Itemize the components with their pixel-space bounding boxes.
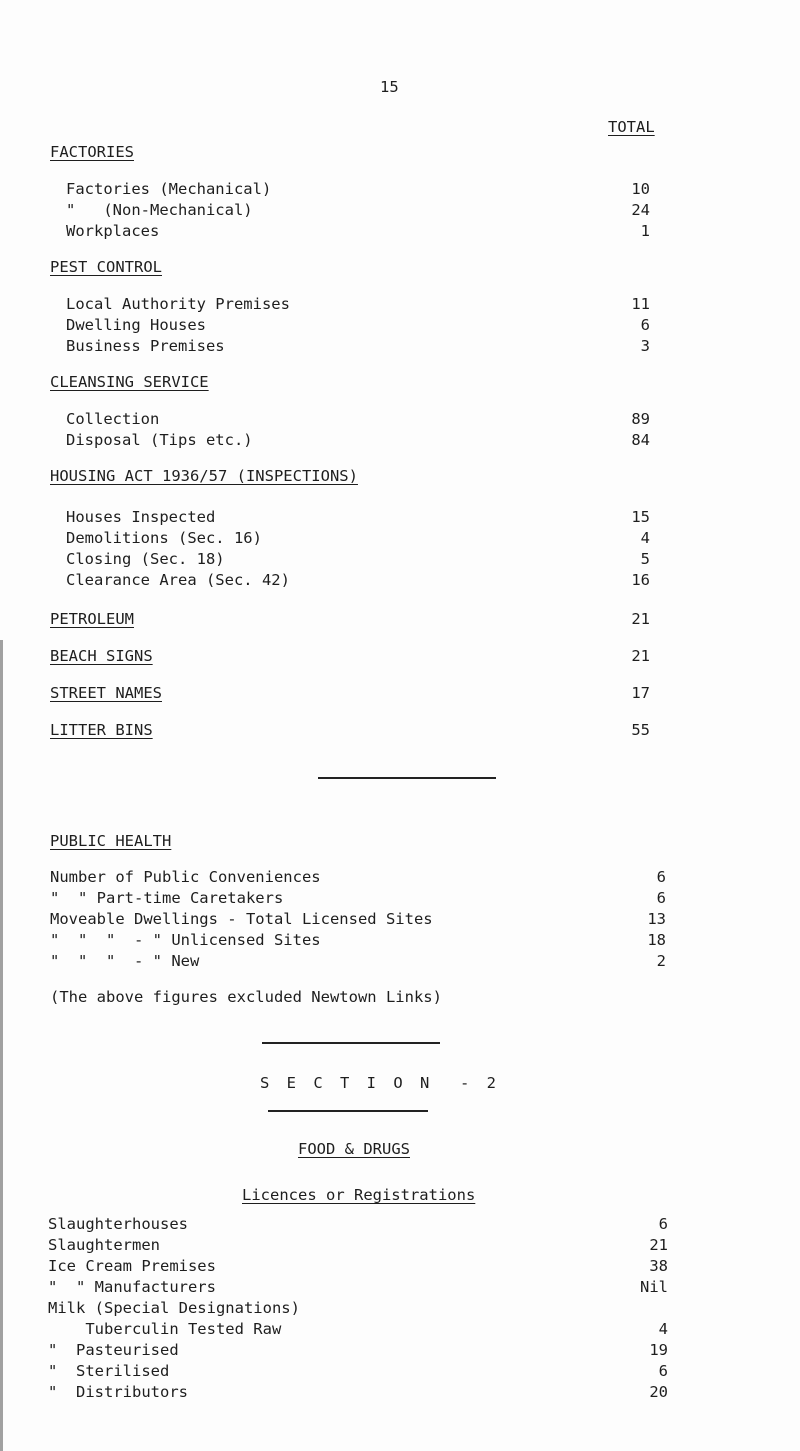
licence-value: 38	[649, 1257, 668, 1275]
row-value: 10	[631, 180, 650, 198]
row-label: Local Authority Premises	[66, 295, 290, 313]
row-label: Business Premises	[66, 337, 225, 355]
licence-value: 21	[649, 1236, 668, 1254]
row-label: Closing (Sec. 18)	[66, 550, 225, 568]
section-title: S E C T I O N - 2	[260, 1074, 500, 1092]
row-label: Demolitions (Sec. 16)	[66, 529, 262, 547]
row-label: Moveable Dwellings - Total Licensed Sites	[50, 910, 433, 928]
row-value: 84	[631, 431, 650, 449]
food-drugs-title: FOOD & DRUGS	[298, 1140, 410, 1158]
divider-rule	[318, 777, 496, 779]
licence-value: Nil	[640, 1278, 668, 1296]
row-label: " " Part-time Caretakers	[50, 889, 284, 907]
row-value: 18	[647, 931, 666, 949]
licence-value: 6	[658, 1362, 668, 1380]
licence-label: " Pasteurised	[48, 1341, 179, 1359]
row-label: Factories (Mechanical)	[66, 180, 272, 198]
licence-value: 6	[658, 1215, 668, 1233]
row-value: 15	[631, 508, 650, 526]
row-value: 1	[640, 222, 650, 240]
single-item-heading: PETROLEUM	[50, 610, 134, 628]
licence-label: " Distributors	[48, 1383, 188, 1401]
licence-label: Milk (Special Designations)	[48, 1299, 300, 1317]
row-label: Dwelling Houses	[66, 316, 206, 334]
row-value: 3	[640, 337, 650, 355]
single-item-value: 17	[631, 684, 650, 702]
divider-rule	[268, 1110, 428, 1112]
row-value: 24	[631, 201, 650, 219]
row-label: Clearance Area (Sec. 42)	[66, 571, 290, 589]
single-item-heading: STREET NAMES	[50, 684, 162, 702]
section-heading: PUBLIC HEALTH	[50, 832, 172, 850]
licences-title: Licences or Registrations	[242, 1186, 476, 1204]
licence-value: 19	[649, 1341, 668, 1359]
row-value: 5	[640, 550, 650, 568]
row-label: Number of Public Conveniences	[50, 868, 321, 886]
licence-value: 20	[649, 1383, 668, 1401]
divider-rule	[262, 1042, 440, 1044]
licence-label: " " Manufacturers	[48, 1278, 216, 1296]
licence-value: 4	[658, 1320, 668, 1338]
licence-label: Slaughterhouses	[48, 1215, 188, 1233]
single-item-heading: LITTER BINS	[50, 721, 153, 739]
row-label: Disposal (Tips etc.)	[66, 431, 253, 449]
single-item-value: 21	[631, 647, 650, 665]
row-value: 16	[631, 571, 650, 589]
licence-label: " Sterilised	[48, 1362, 170, 1380]
row-label: Workplaces	[66, 222, 160, 240]
total-column-header: TOTAL	[608, 118, 655, 136]
row-label: Collection	[66, 410, 160, 428]
row-label: " (Non-Mechanical)	[66, 201, 253, 219]
licence-label: Ice Cream Premises	[48, 1257, 216, 1275]
page-number: 15	[380, 78, 399, 96]
section-heading: FACTORIES	[50, 143, 134, 161]
section-heading: CLEANSING SERVICE	[50, 373, 209, 391]
licence-label: Tuberculin Tested Raw	[48, 1320, 282, 1338]
row-label: " " " - " Unlicensed Sites	[50, 931, 321, 949]
single-item-value: 21	[631, 610, 650, 628]
single-item-heading: BEACH SIGNS	[50, 647, 153, 665]
row-value: 2	[656, 952, 666, 970]
public-health-note: (The above figures excluded Newtown Links)	[50, 988, 442, 1006]
row-value: 6	[656, 868, 666, 886]
section-heading: HOUSING ACT 1936/57 (INSPECTIONS)	[50, 467, 358, 485]
row-label: Houses Inspected	[66, 508, 216, 526]
licence-label: Slaughtermen	[48, 1236, 160, 1254]
row-label: " " " - " New	[50, 952, 200, 970]
section-heading: PEST CONTROL	[50, 258, 162, 276]
row-value: 11	[631, 295, 650, 313]
row-value: 89	[631, 410, 650, 428]
row-value: 6	[640, 316, 650, 334]
page-edge-shadow	[0, 640, 3, 1451]
row-value: 13	[647, 910, 666, 928]
single-item-value: 55	[631, 721, 650, 739]
row-value: 6	[656, 889, 666, 907]
row-value: 4	[640, 529, 650, 547]
